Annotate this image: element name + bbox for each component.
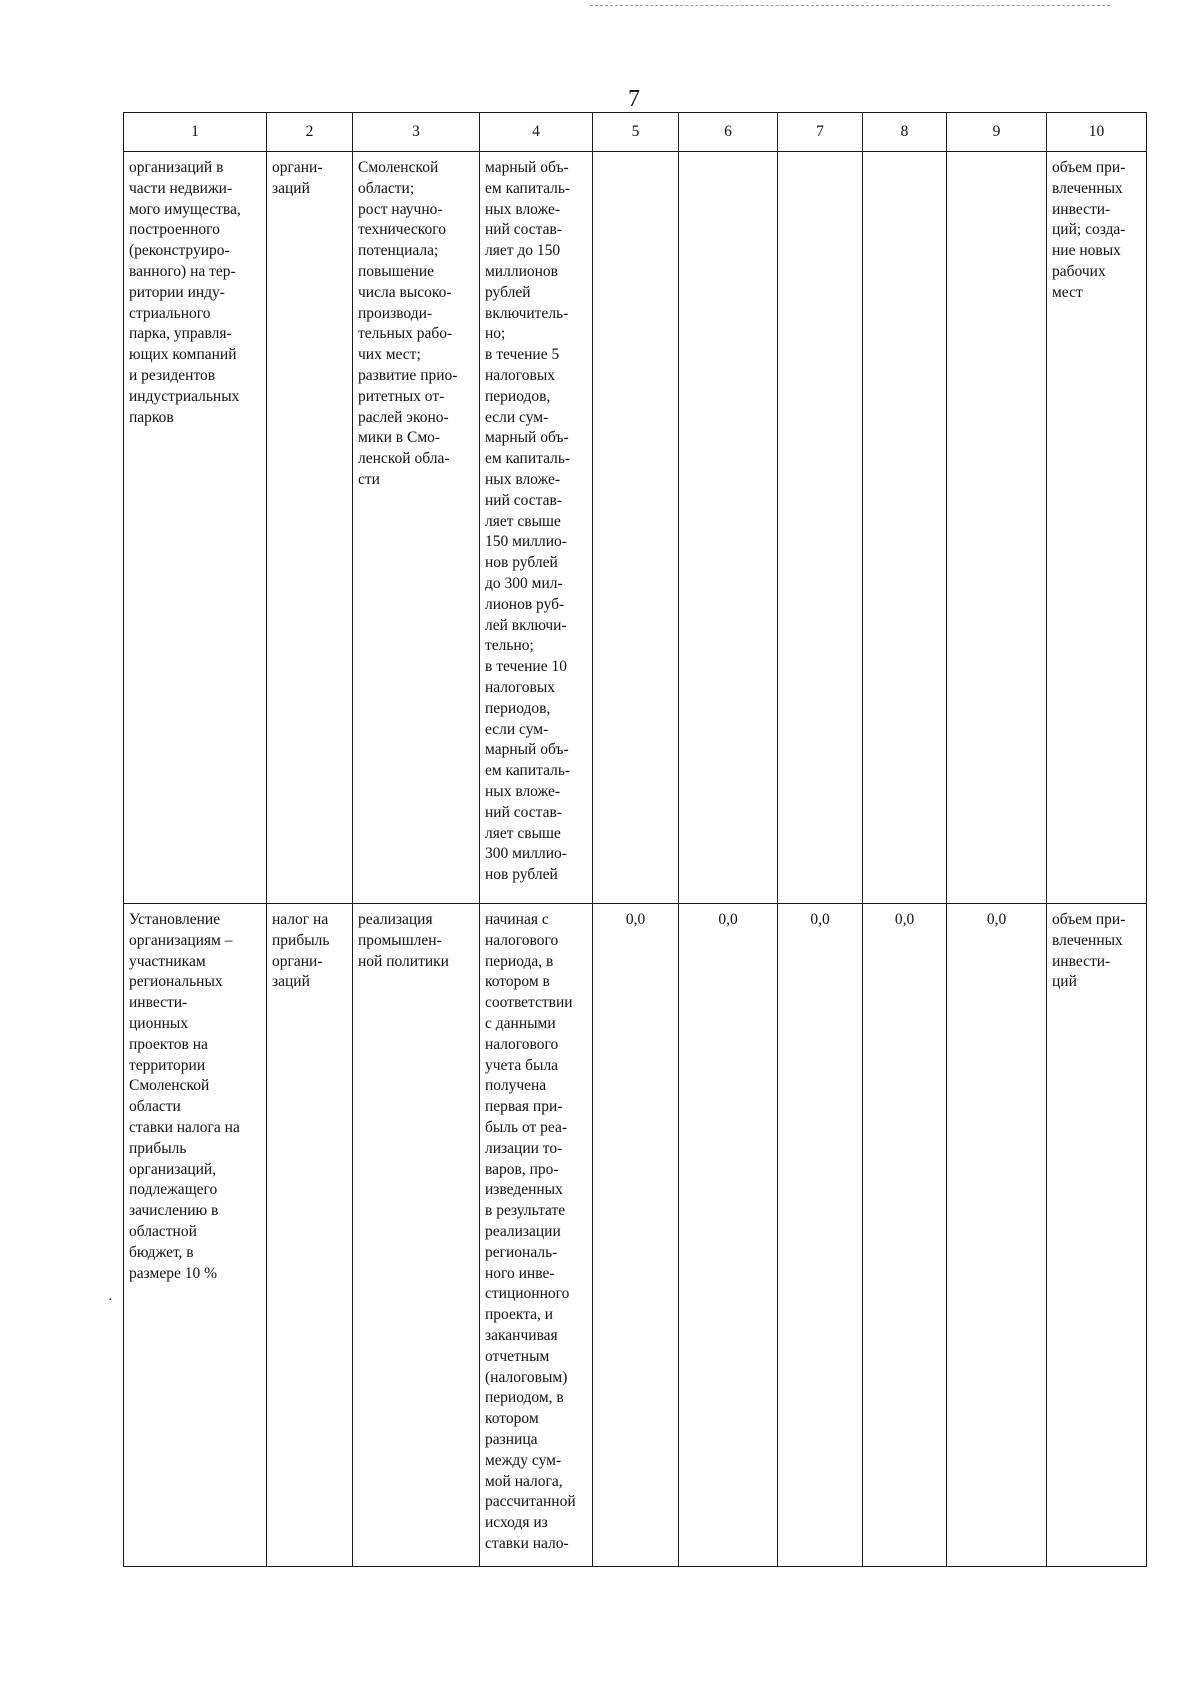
tax-type-cell: органи- заций	[267, 152, 353, 904]
value-cell-6	[679, 152, 778, 904]
term-cell: марный объ- ем капиталь- ных вложе- ний состав- ляет до 150 миллионов рублей включитель- но; в течение 5 налоговых периодов, если сум- марный объ- ем капиталь- ных вложе- ний состав- ляет свыше 150 миллио- нов рублей до 300 мил- лионов руб- лей включи- тельно; в течение 10 налоговых периодов, если сум- марный объ- ем капиталь- ных вложе- ний состав- ляет свыше 300 миллио- нов рублей	[480, 152, 593, 904]
column-number-6: 6	[679, 113, 778, 152]
page-number: 7	[628, 86, 640, 112]
value-cell-9	[947, 152, 1047, 904]
column-number-1: 1	[124, 113, 267, 152]
measure-name-cell: организаций в части недвижи- мого имущества, построенного (реконструиро- ванного) на тер- ритории инду- стриального парка, управля- ющих компаний и резидентов индустриальных парков	[124, 152, 267, 904]
column-number-4: 4	[480, 113, 593, 152]
value-cell-5	[593, 152, 679, 904]
value-cell-7: 0,0	[778, 904, 863, 1567]
scan-speck: ·	[108, 1293, 113, 1308]
indicator-cell: объем при- влеченных инвести- ций	[1047, 904, 1147, 1567]
value-cell-5: 0,0	[593, 904, 679, 1567]
table-row	[124, 904, 1147, 1567]
column-number-7: 7	[778, 113, 863, 152]
value-cell-8	[863, 152, 947, 904]
table-header-row	[124, 113, 1147, 152]
column-number-5: 5	[593, 113, 679, 152]
column-number-10: 10	[1047, 113, 1147, 152]
measure-name-cell: Установление организациям – участникам региональных инвести- ционных проектов на территории Смоленской области ставки налога на прибыль организаций, подлежащего зачислению в областной бюджет, в размере 10 %	[124, 904, 267, 1567]
value-cell-7	[778, 152, 863, 904]
value-cell-8: 0,0	[863, 904, 947, 1567]
indicator-cell: объем при- влеченных инвести- ций; созда- ние новых рабочих мест	[1047, 152, 1147, 904]
table-row	[124, 152, 1147, 904]
value-cell-6: 0,0	[679, 904, 778, 1567]
column-number-2: 2	[267, 113, 353, 152]
goal-cell: Смоленской области; рост научно- технического потенциала; повышение числа высоко- производи- тельных рабо- чих мест; развитие прио- ритетных от- раслей эконо- мики в Смо- ленской обла- сти	[353, 152, 480, 904]
column-number-9: 9	[947, 113, 1047, 152]
term-cell: начиная с налогового периода, в котором в соответствии с данными налогового учета была получена первая при- быль от реа- лизации то- варов, про- изведенных в результате реализации региональ- ного инве- стиционного проекта, и заканчивая отчетным (налоговым) периодом, в котором разница между сум- мой налога, рассчитанной исходя из ставки нало-	[480, 904, 593, 1567]
column-number-3: 3	[353, 113, 480, 152]
column-number-8: 8	[863, 113, 947, 152]
measures-table	[123, 112, 1147, 1567]
goal-cell: реализация промышлен- ной политики	[353, 904, 480, 1567]
tax-type-cell: налог на прибыль органи- заций	[267, 904, 353, 1567]
top-edge-line	[590, 5, 1110, 7]
value-cell-9: 0,0	[947, 904, 1047, 1567]
